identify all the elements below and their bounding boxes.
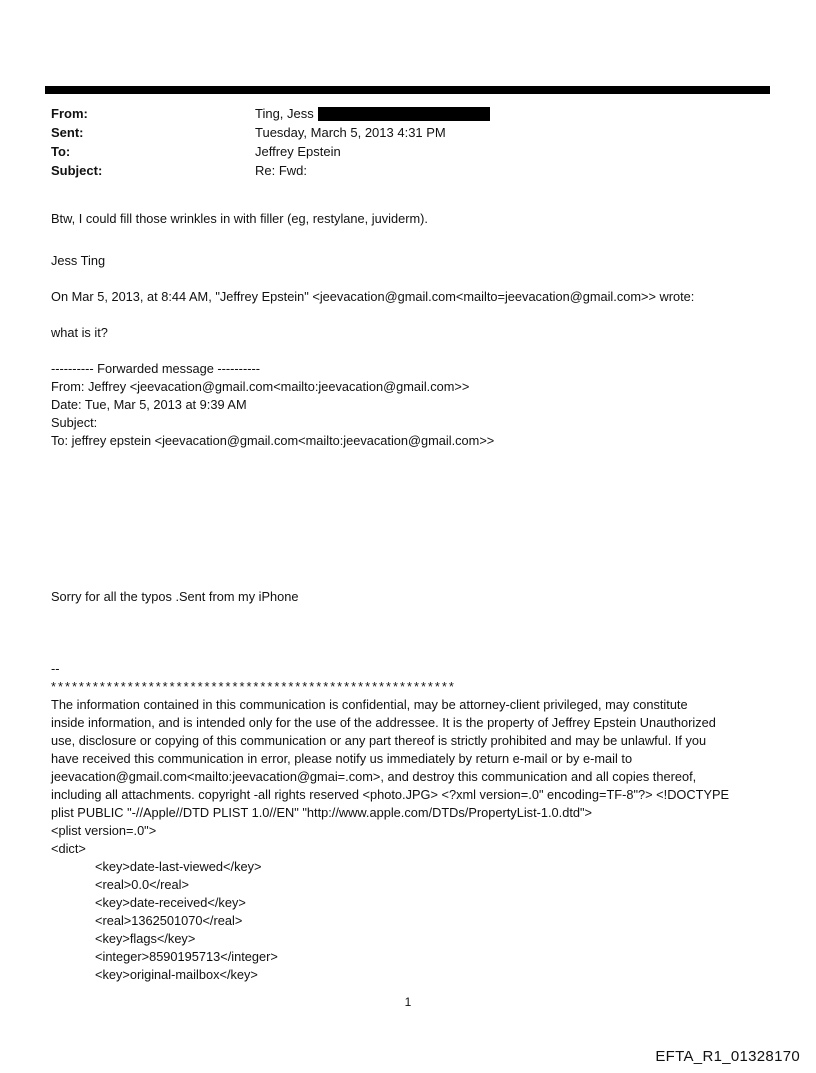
body-btw-line: Btw, I could fill those wrinkles in with filler (eg, restylane, juviderm). <box>51 211 428 226</box>
sent-label: Sent: <box>51 125 84 140</box>
forwarded-to-line: To: jeffrey epstein <jeevacation@gmail.com<mailto:jeevacation@gmail.com>> <box>51 433 495 448</box>
disclaimer-line: have received this communication in error, please notify us immediately by return e-mail or by e-mail to <box>51 751 633 766</box>
sorry-typos-line: Sorry for all the typos .Sent from my iPhone <box>51 589 299 604</box>
to-value: Jeffrey Epstein <box>255 144 341 159</box>
subject-label: Subject: <box>51 163 103 178</box>
header-divider-rule <box>45 86 770 94</box>
from-value <box>255 104 490 123</box>
from-label: From: <box>51 106 88 121</box>
disclaimer-line: including all attachments. copyright -all rights reserved <photo.JPG> <?xml version=.0" encoding=TF-8"?> <!DOCTYPE <box>51 787 730 802</box>
plist-open-tag-line: <plist version=.0"> <box>51 823 157 838</box>
email-header <box>51 104 771 180</box>
header-row-to <box>51 142 771 161</box>
from-name: Ting, Jess <box>255 106 314 121</box>
forwarded-message-block <box>51 360 494 450</box>
signature-separator: -- <box>51 661 60 676</box>
plist-value-line: <real>0.0</real> <box>95 877 189 892</box>
forwarded-from-line: From: Jeffrey <jeevacation@gmail.com<mailto:jeevacation@gmail.com>> <box>51 379 470 394</box>
bates-number: EFTA_R1_01328170 <box>655 1048 800 1065</box>
disclaimer-line: use, disclosure or copying of this communication or any part thereof is strictly prohibited and may be unlawful. If you <box>51 733 707 748</box>
forwarded-subject-line: Subject: <box>51 415 98 430</box>
plist-key-line: <key>date-last-viewed</key> <box>95 859 262 874</box>
plist-key-line: <key>original-mailbox</key> <box>95 967 258 982</box>
quote-attribution-line: On Mar 5, 2013, at 8:44 AM, "Jeffrey Epstein" <jeevacation@gmail.com<mailto=jeevacation@gmail.com>> wrote: <box>51 289 695 304</box>
disclaimer-line: The information contained in this communication is confidential, may be attorney-client privileged, may constitute <box>51 697 688 712</box>
subject-value: Re: Fwd: <box>255 163 308 178</box>
quoted-message-line: what is it? <box>51 325 108 340</box>
page-number: 1 <box>404 995 412 1009</box>
disclaimer-line: inside information, and is intended only for the use of the addressee. It is the property of Jeffrey Epstein Unauthorized <box>51 715 716 730</box>
disclaimer-block <box>51 660 729 984</box>
header-row-from <box>51 104 771 123</box>
redaction-bar <box>318 107 490 121</box>
disclaimer-line: plist PUBLIC "-//Apple//DTD PLIST 1.0//EN" "http://www.apple.com/DTDs/PropertyList-1.0.dtd"> <box>51 805 593 820</box>
header-row-sent <box>51 123 771 142</box>
dict-open-tag-line: <dict> <box>51 841 86 856</box>
body-signature: Jess Ting <box>51 253 106 268</box>
plist-value-line: <real>1362501070</real> <box>95 913 243 928</box>
sent-value: Tuesday, March 5, 2013 4:31 PM <box>255 125 446 140</box>
disclaimer-line: jeevacation@gmail.com<mailto:jeevacation@gmai=.com>, and destroy this communication and all copies thereof, <box>51 769 697 784</box>
plist-key-line: <key>flags</key> <box>95 931 196 946</box>
plist-key-line: <key>date-received</key> <box>95 895 246 910</box>
forwarded-separator-line: ---------- Forwarded message ---------- <box>51 361 260 376</box>
forwarded-date-line: Date: Tue, Mar 5, 2013 at 9:39 AM <box>51 397 247 412</box>
plist-value-line: <integer>8590195713</integer> <box>95 949 278 964</box>
header-row-subject <box>51 161 771 180</box>
asterisk-divider-line: ********************************************************** <box>51 679 456 694</box>
to-label: To: <box>51 144 71 159</box>
